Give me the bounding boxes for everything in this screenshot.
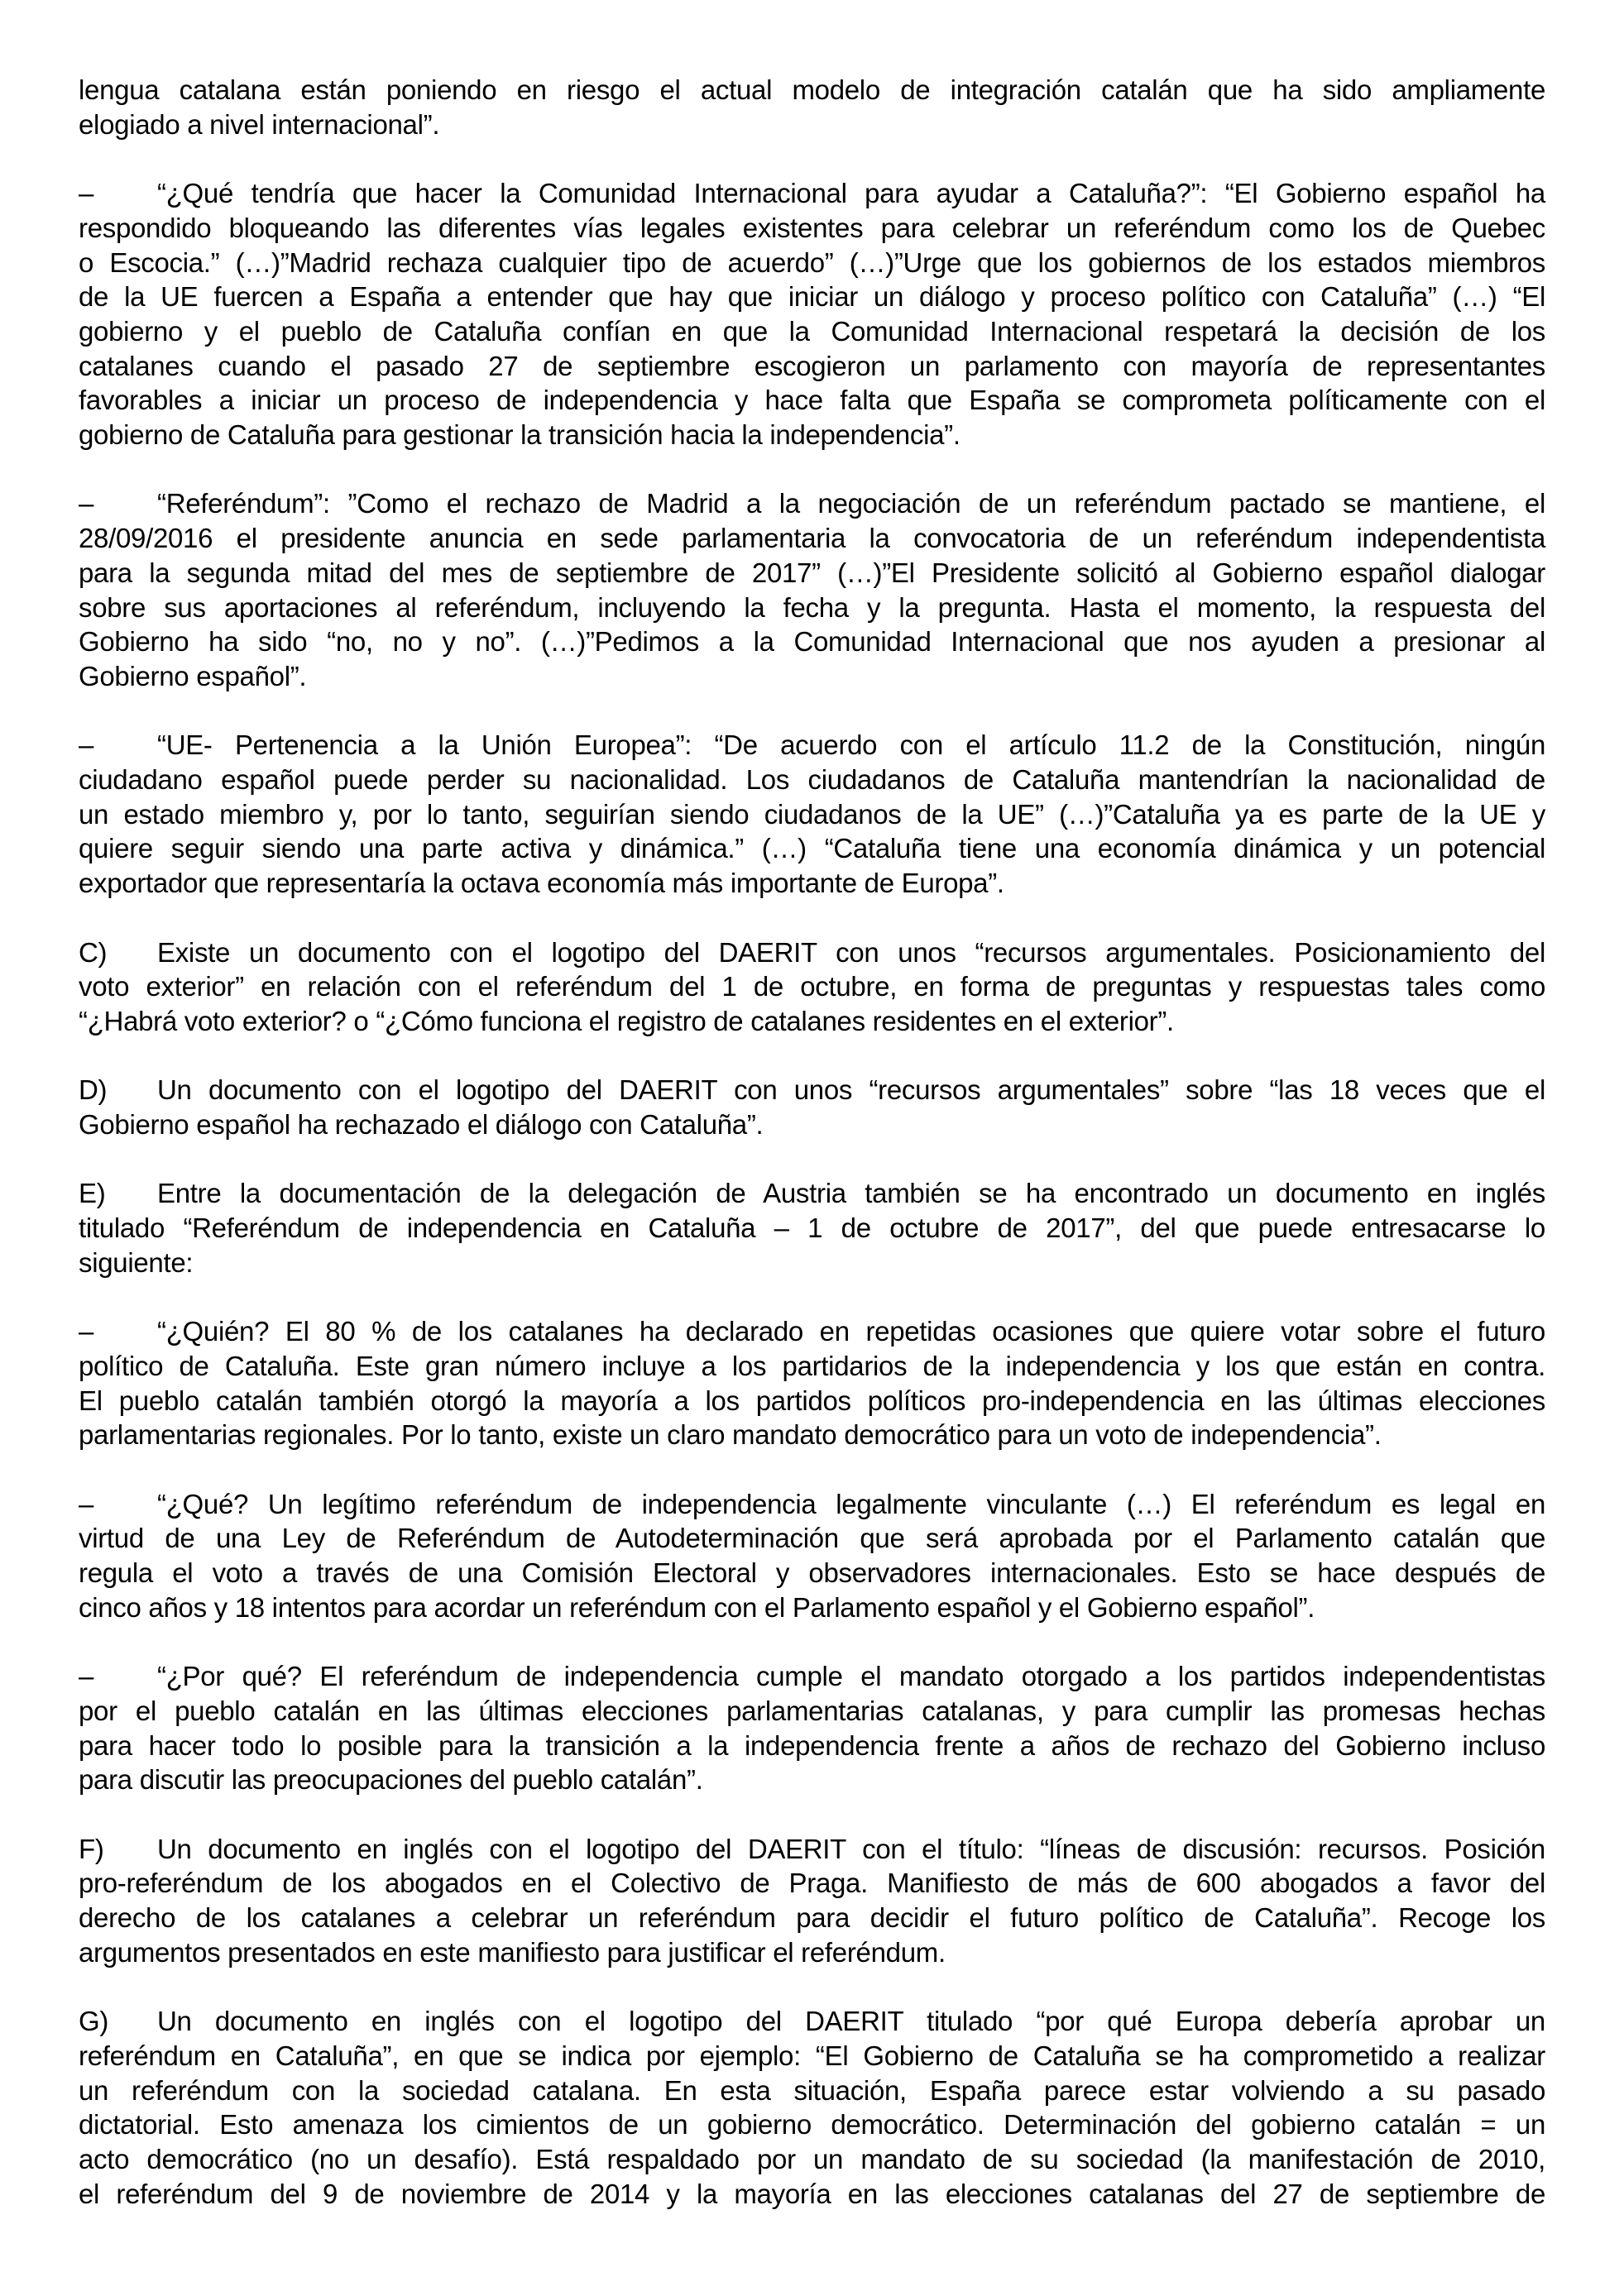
- paragraph-line: – “¿Quién? El 80 % de los catalanes ha declarado en repetidas ocasiones que quiere votar sobre el futuro: [79, 1314, 1545, 1349]
- paragraph-line: pro-referéndum de los abogados en el Colectivo de Praga. Manifiesto de más de 600 abogados a favor del: [79, 1868, 1545, 1899]
- paragraph-line: para la segunda mitad del mes de septiembre de 2017” (…)”El Presidente solicitó al Gobierno español dialogar: [79, 557, 1545, 588]
- paragraph-line: ciudadano español puede perder su nacionalidad. Los ciudadanos de Cataluña mantendrían la nacionalidad de: [79, 764, 1545, 796]
- paragraph: [79, 1659, 1545, 1797]
- paragraph-line: E) Entre la documentación de la delegación de Austria también se ha encontrado un documento en inglés: [79, 1176, 1545, 1211]
- paragraph-line: gobierno de Cataluña para gestionar la transición hacia la independencia”.: [79, 419, 961, 451]
- paragraph-line: F) Un documento en inglés con el logotipo del DAERIT con el título: “líneas de discusión: recursos. Posición: [79, 1832, 1545, 1867]
- paragraph: [79, 2004, 1545, 2211]
- paragraph-line: respondido bloqueando las diferentes vías legales existentes para celebrar un referéndum como los de Quebec: [79, 212, 1545, 243]
- paragraph: [79, 1487, 1545, 1625]
- paragraph-line: – “¿Qué? Un legítimo referéndum de independencia legalmente vinculante (…) El referéndum es legal en: [79, 1487, 1545, 1522]
- paragraph-line: D) Un documento con el logotipo del DAERIT con unos “recursos argumentales” sobre “las 18 veces que el: [79, 1073, 1545, 1107]
- paragraph-line: lengua catalana están poniendo en riesgo el actual modelo de integración catalán que ha sido ampliamente: [79, 74, 1545, 105]
- paragraph-line: elogiado a nivel internacional”.: [79, 108, 440, 140]
- paragraph: [79, 728, 1545, 901]
- list-marker: –: [79, 1488, 94, 1519]
- list-marker: –: [79, 1316, 94, 1347]
- paragraph: [79, 176, 1545, 452]
- paragraph-line: virtud de una Ley de Referéndum de Autodeterminación que será aprobada por el Parlamento catalán que: [79, 1523, 1545, 1554]
- paragraph-line: – “Referéndum”: ”Como el rechazo de Madrid a la negociación de un referéndum pactado se mantiene, el: [79, 486, 1545, 521]
- paragraph-line: parlamentarias regionales. Por lo tanto, existe un claro mandato democrático para un voto de independencia”.: [79, 1419, 1382, 1451]
- paragraph: [79, 73, 1545, 141]
- paragraph-line: Gobierno español ha rechazado el diálogo con Cataluña”.: [79, 1109, 764, 1141]
- list-marker: F): [79, 1833, 104, 1864]
- paragraph-line: acto democrático (no un desafío). Está respaldado por un mandato de su sociedad (la manifestación de 2010,: [79, 2144, 1545, 2175]
- list-marker: E): [79, 1178, 106, 1209]
- paragraph-line: C) Existe un documento con el logotipo del DAERIT con unos “recursos argumentales. Posicionamiento del: [79, 935, 1545, 970]
- paragraph-line: titulado “Referéndum de independencia en Cataluña – 1 de octubre de 2017”, del que puede entresacarse lo: [79, 1213, 1545, 1244]
- paragraph-line: para discutir las preocupaciones del pueblo catalán”.: [79, 1764, 703, 1796]
- list-marker: –: [79, 1661, 94, 1692]
- paragraph-line: favorables a iniciar un proceso de independencia y hace falta que España se comprometa políticamente con el: [79, 385, 1545, 416]
- list-marker: C): [79, 936, 108, 968]
- paragraph-line: de la UE fuercen a España a entender que hay que iniciar un diálogo y proceso político con Cataluña” (…) “El: [79, 281, 1545, 313]
- paragraph-line: exportador que representaría la octava economía más importante de Europa”.: [79, 868, 1004, 899]
- list-marker: –: [79, 729, 94, 761]
- paragraph-line: derecho de los catalanes a celebrar un referéndum para decidir el futuro político de Cataluña”. Recoge los: [79, 1902, 1545, 1934]
- paragraph-line: Gobierno español”.: [79, 660, 307, 691]
- paragraph-line: referéndum en Cataluña”, en que se indica por ejemplo: “El Gobierno de Cataluña se ha comprometido a realizar: [79, 2040, 1545, 2071]
- paragraph-line: por el pueblo catalán en las últimas elecciones parlamentarias catalanas, y para cumplir las promesas hechas: [79, 1695, 1545, 1726]
- paragraph-line: gobierno y el pueblo de Cataluña confían en que la Comunidad Internacional respetará la decisión de los: [79, 315, 1545, 347]
- paragraph: [79, 1176, 1545, 1280]
- paragraph: [79, 486, 1545, 693]
- paragraph-line: “¿Habrá voto exterior? o “¿Cómo funciona el registro de catalanes residentes en el exterior”.: [79, 1005, 1174, 1036]
- paragraph-line: voto exterior” en relación con el referéndum del 1 de octubre, en forma de preguntas y respuestas tales como: [79, 971, 1545, 1002]
- paragraph-line: sobre sus aportaciones al referéndum, incluyendo la fecha y la pregunta. Hasta el momento, la respuesta del: [79, 591, 1545, 623]
- paragraph-line: regula el voto a través de una Comisión Electoral y observadores internacionales. Esto se hace después de: [79, 1557, 1545, 1589]
- list-marker: D): [79, 1074, 108, 1106]
- paragraph-line: para hacer todo lo posible para la transición a la independencia frente a años de rechazo del Gobierno incluso: [79, 1729, 1545, 1761]
- list-marker: –: [79, 178, 94, 209]
- paragraph-line: – “¿Qué tendría que hacer la Comunidad Internacional para ayudar a Cataluña?”: “El Gobierno español ha: [79, 176, 1545, 211]
- paragraph: [79, 1314, 1545, 1452]
- paragraph-line: siguiente:: [79, 1246, 194, 1278]
- paragraph-line: un estado miembro y, por lo tanto, seguirían siendo ciudadanos de la UE” (…)”Cataluña ya es parte de la UE y: [79, 798, 1545, 830]
- paragraph: [79, 1832, 1545, 1970]
- paragraph-line: G) Un documento en inglés con el logotipo del DAERIT titulado “por qué Europa debería aprobar un: [79, 2004, 1545, 2039]
- list-marker: G): [79, 2006, 109, 2037]
- paragraph: [79, 1073, 1545, 1141]
- list-marker: –: [79, 488, 94, 519]
- paragraph-line: el referéndum del 9 de noviembre de 2014 y la mayoría en las elecciones catalanas del 27 de septiembre de: [79, 2178, 1545, 2209]
- paragraph-line: o Escocia.” (…)”Madrid rechaza cualquier tipo de acuerdo” (…)”Urge que los gobiernos de los estados miembros: [79, 246, 1545, 278]
- paragraph-line: catalanes cuando el pasado 27 de septiembre escogieron un parlamento con mayoría de representantes: [79, 350, 1545, 381]
- paragraph-line: El pueblo catalán también otorgó la mayoría a los partidos políticos pro-independencia en las últimas elecciones: [79, 1385, 1545, 1416]
- paragraph-line: político de Cataluña. Este gran número incluye a los partidarios de la independencia y los que están en contra.: [79, 1350, 1545, 1381]
- paragraph-line: un referéndum con la sociedad catalana. En esta situación, España parece estar volviendo a su pasado: [79, 2074, 1545, 2106]
- paragraph-line: dictatorial. Esto amenaza los cimientos de un gobierno democrático. Determinación del gobierno catalán = un: [79, 2109, 1545, 2141]
- paragraph-line: – “¿Por qué? El referéndum de independencia cumple el mandato otorgado a los partidos independentistas: [79, 1659, 1545, 1694]
- paragraph-line: argumentos presentados en este manifiesto para justificar el referéndum.: [79, 1936, 946, 1968]
- paragraph-line: cinco años y 18 intentos para acordar un referéndum con el Parlamento español y el Gobierno español”.: [79, 1591, 1315, 1623]
- paragraph-line: – “UE- Pertenencia a la Unión Europea”: “De acuerdo con el artículo 11.2 de la Constitución, ningún: [79, 728, 1545, 763]
- paragraph: [79, 935, 1545, 1039]
- paragraph-line: 28/09/2016 el presidente anuncia en sede parlamentaria la convocatoria de un referéndum independentista: [79, 523, 1545, 554]
- paragraph-line: Gobierno ha sido “no, no y no”. (…)”Pedimos a la Comunidad Internacional que nos ayuden a presionar al: [79, 626, 1545, 658]
- paragraph-line: quiere seguir siendo una parte activa y dinámica.” (…) “Cataluña tiene una economía dinámica y un potencial: [79, 833, 1545, 864]
